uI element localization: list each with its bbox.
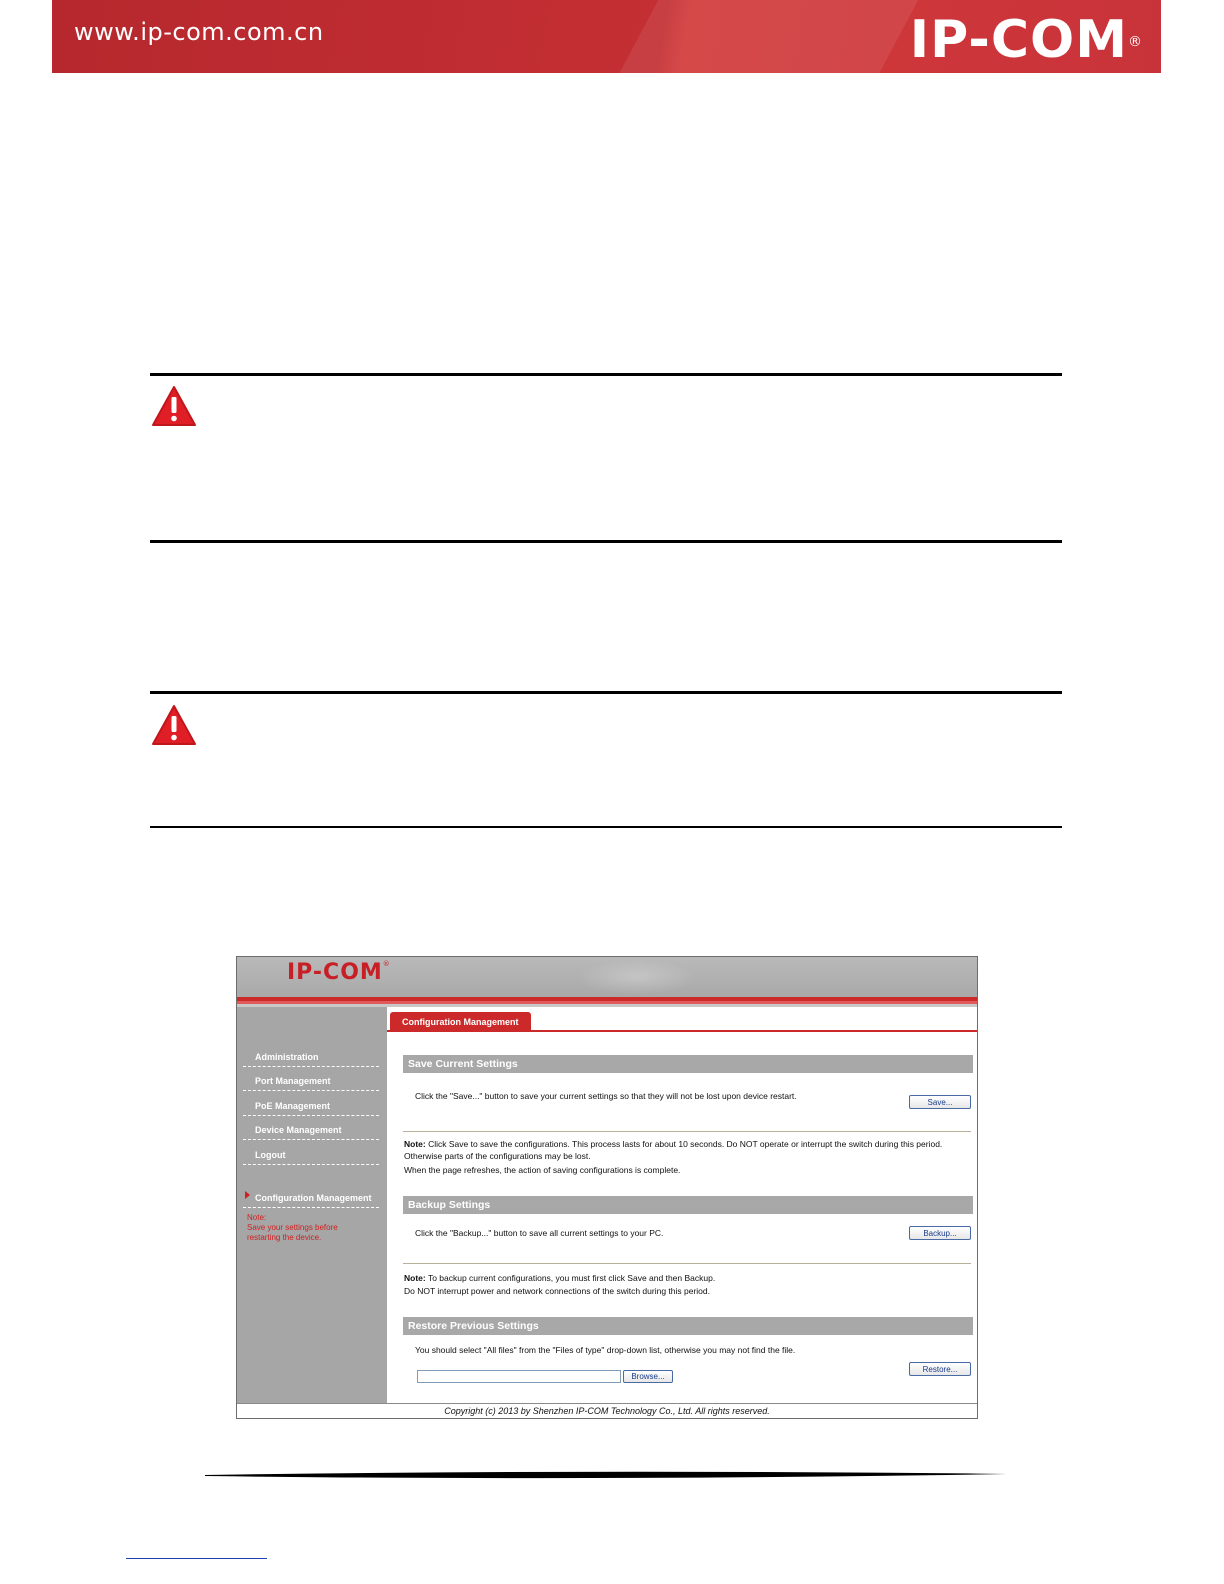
restore-button[interactable]: Restore... <box>909 1362 971 1376</box>
ui-sidebar <box>237 1007 387 1403</box>
restore-section-title: Restore Previous Settings <box>403 1317 973 1335</box>
browse-button[interactable]: Browse... <box>623 1370 673 1383</box>
world-map-graphic <box>577 959 697 995</box>
ui-registered-mark: ® <box>382 960 391 968</box>
save-note <box>404 1138 974 1162</box>
backup-note-line2: Do NOT interrupt power and network connections of the switch during this period. <box>404 1286 710 1296</box>
warning-bottom-rule-2 <box>150 826 1062 828</box>
save-note-line2: When the page refreshes, the action of saving configurations is complete. <box>404 1165 681 1175</box>
header-url: www.ip-com.com.cn <box>74 18 324 46</box>
restore-description: You should select "All files" from the "Files of type" drop-down list, otherwise you may not find the file. <box>415 1345 796 1355</box>
save-note-label: Note: <box>404 1139 426 1149</box>
save-button[interactable]: Save... <box>909 1095 971 1109</box>
save-section-title: Save Current Settings <box>403 1055 973 1073</box>
save-separator <box>403 1131 971 1132</box>
warning-bottom-rule-1 <box>150 540 1062 543</box>
backup-button[interactable]: Backup... <box>909 1226 971 1240</box>
header-logo <box>910 10 1143 70</box>
ui-logo-text: IP-COM <box>287 960 383 985</box>
sidebar-item-configuration-management[interactable]: Configuration Management <box>243 1185 379 1208</box>
sidebar-note: Note: Save your settings before restarting the device. <box>247 1213 338 1242</box>
backup-description: Click the "Backup..." button to save all current settings to your PC. <box>415 1228 664 1238</box>
save-description: Click the "Save..." button to save your current settings so that they will not be lost upon device restart. <box>415 1091 797 1101</box>
warning-top-rule-1 <box>150 373 1062 376</box>
sidebar-item-poe-management[interactable]: PoE Management <box>243 1093 379 1116</box>
header-highlight <box>594 0 939 73</box>
registered-mark: ® <box>1128 34 1143 50</box>
warning-icon <box>151 385 197 427</box>
sidebar-item-device-management[interactable]: Device Management <box>243 1117 379 1140</box>
ui-footer-copyright: Copyright (c) 2013 by Shenzhen IP-COM Technology Co., Ltd. All rights reserved. <box>237 1403 977 1419</box>
warning-top-rule-2 <box>150 691 1062 694</box>
backup-note <box>404 1272 974 1284</box>
config-management-screenshot <box>236 956 978 1419</box>
save-note-text: Click Save to save the configurations. This process lasts for about 10 seconds. Do NOT operate or interrupt the switch during this period. Otherwise parts of the configurations may be lost. <box>404 1139 943 1161</box>
sidebar-item-administration[interactable]: Administration <box>243 1044 379 1067</box>
ui-logo <box>287 960 391 985</box>
tab-underline <box>387 1030 977 1032</box>
footer-link-underline <box>126 1558 267 1559</box>
backup-note-text: To backup current configurations, you must first click Save and then Backup. <box>425 1273 716 1283</box>
sidebar-item-logout[interactable]: Logout <box>243 1142 379 1165</box>
restore-file-input[interactable] <box>417 1370 621 1383</box>
backup-separator <box>403 1263 971 1264</box>
tab-configuration-management[interactable]: Configuration Management <box>390 1012 531 1030</box>
backup-section-title: Backup Settings <box>403 1196 973 1214</box>
backup-note-label: Note: <box>404 1273 426 1283</box>
footer-swoosh-line <box>205 1468 1007 1482</box>
sidebar-item-port-management[interactable]: Port Management <box>243 1068 379 1091</box>
header-logo-text: IP-COM <box>909 10 1128 70</box>
warning-icon <box>151 704 197 746</box>
document-header-banner <box>52 0 1161 73</box>
